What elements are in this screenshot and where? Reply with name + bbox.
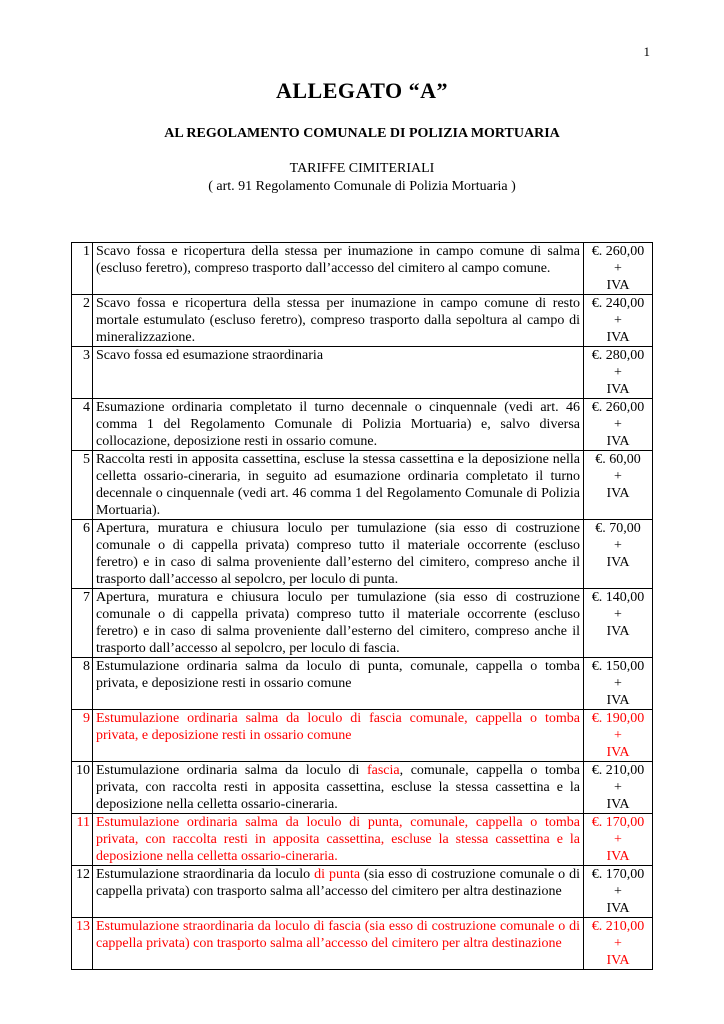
table-row-highlighted xyxy=(72,710,653,762)
row-price xyxy=(584,451,653,520)
price-amount: €. 210,00 xyxy=(591,919,645,934)
price-plus: + xyxy=(614,261,622,276)
price-plus: + xyxy=(614,469,622,484)
row-description: Estumulazione ordinaria salma da loculo di punta, comunale, cappella o tomba privata, e deposizione resti in ossario comune xyxy=(93,658,584,710)
row-description: Scavo fossa e ricopertura della stessa per inumazione in campo comune di salma (escluso feretro), compreso trasporto dall’accesso del cimitero al campo comune. xyxy=(93,243,584,295)
row-description: Estumulazione ordinaria salma da loculo di fascia comunale, cappella o tomba privata, e deposizione resti in ossario comune xyxy=(93,710,584,762)
row-number: 6 xyxy=(72,520,93,589)
document-title: ALLEGATO “A” xyxy=(275,78,449,103)
row-number: 3 xyxy=(72,347,93,399)
price-vat: IVA xyxy=(606,953,630,968)
row-price xyxy=(584,399,653,451)
price-amount: €. 190,00 xyxy=(591,711,645,726)
row-price xyxy=(584,918,653,970)
row-description xyxy=(93,866,584,918)
table-row-highlighted xyxy=(72,814,653,866)
price-plus: + xyxy=(614,538,622,553)
table-row xyxy=(72,295,653,347)
row-description: Scavo fossa e ricopertura della stessa per inumazione in campo comune di resto mortale estumulato (escluso feretro), compreso trasporto dalla sepoltura al campo di mineralizzazione. xyxy=(93,295,584,347)
price-vat: IVA xyxy=(606,693,630,708)
price-vat: IVA xyxy=(606,382,630,397)
row-number: 12 xyxy=(72,866,93,918)
price-amount: €. 240,00 xyxy=(591,296,645,311)
price-vat: IVA xyxy=(606,901,630,916)
description-text: Estumulazione straordinaria da loculo xyxy=(96,867,315,882)
row-description: Raccolta resti in apposita cassettina, escluse la stessa cassettina e la deposizione nella celletta ossario-cineraria, in seguito ad esumazione ordinaria completato il turno decennale o cinquennale (vedi art. 46 comma 1 del Regolamento Comunale di Polizia Mortuaria). xyxy=(93,451,584,520)
page-number: 1 xyxy=(643,44,650,59)
price-plus: + xyxy=(614,728,622,743)
table-row xyxy=(72,451,653,520)
row-description: Apertura, muratura e chiusura loculo per tumulazione (sia esso di costruzione comunale o di cappella privata) compreso tutto il materiale occorrente (escluso feretro) e in caso di salma proveniente dall’esterno del cimitero, compreso anche il trasporto dall’accesso al sepolcro, per loculo di punta. xyxy=(93,520,584,589)
row-description: Estumulazione straordinaria da loculo di fascia (sia esso di costruzione comunale o di cappella privata) con trasporto salma all’accesso del cimitero per altra destinazione xyxy=(93,918,584,970)
table-row xyxy=(72,347,653,399)
table-row xyxy=(72,762,653,814)
row-number: 4 xyxy=(72,399,93,451)
table-row xyxy=(72,658,653,710)
description-highlight: fascia xyxy=(366,763,400,778)
table-row xyxy=(72,589,653,658)
row-number: 5 xyxy=(72,451,93,520)
price-plus: + xyxy=(614,365,622,380)
row-price xyxy=(584,520,653,589)
row-number: 9 xyxy=(72,710,93,762)
price-plus: + xyxy=(614,832,622,847)
price-vat: IVA xyxy=(606,745,630,760)
price-vat: IVA xyxy=(606,849,630,864)
price-amount: €. 280,00 xyxy=(591,348,645,363)
table-row xyxy=(72,866,653,918)
description-text: Estumulazione ordinaria salma da loculo di xyxy=(96,763,367,778)
price-vat: IVA xyxy=(606,330,630,345)
price-plus: + xyxy=(614,313,622,328)
price-plus: + xyxy=(614,936,622,951)
row-price xyxy=(584,710,653,762)
description-highlight: di punta xyxy=(314,867,361,882)
price-amount: €. 140,00 xyxy=(591,590,645,605)
price-amount: €. 70,00 xyxy=(595,521,641,536)
row-description: Apertura, muratura e chiusura loculo per tumulazione (sia esso di costruzione comunale o di cappella privata) compreso tutto il materiale occorrente (escluso feretro) e in caso di salma proveniente dall’esterno del cimitero, compreso anche il trasporto dall’accesso al sepolcro, per loculo di fascia. xyxy=(93,589,584,658)
tariff-title: TARIFFE CIMITERIALI xyxy=(289,161,435,176)
tariff-table xyxy=(71,242,653,970)
price-amount: €. 210,00 xyxy=(591,763,645,778)
row-price xyxy=(584,762,653,814)
price-plus: + xyxy=(614,417,622,432)
row-description: Estumulazione ordinaria salma da loculo di punta, comunale, cappella o tomba privata, con raccolta resti in apposita cassettina, escluse la stessa cassettina e la deposizione nella celletta ossario-cineraria. xyxy=(93,814,584,866)
row-number: 13 xyxy=(72,918,93,970)
table-row xyxy=(72,399,653,451)
price-amount: €. 170,00 xyxy=(591,867,645,882)
row-description xyxy=(93,762,584,814)
tariff-reference: ( art. 91 Regolamento Comunale di Polizia Mortuaria ) xyxy=(208,179,516,194)
row-price xyxy=(584,347,653,399)
price-plus: + xyxy=(614,884,622,899)
description-text: (sia esso di costruzione comunale o di cappella privata) con trasporto salma all’accesso del cimitero per altra destinazione xyxy=(96,867,581,899)
document-subtitle: AL REGOLAMENTO COMUNALE DI POLIZIA MORTUARIA xyxy=(164,126,560,141)
tariff-heading xyxy=(0,160,724,196)
row-description: Esumazione ordinaria completato il turno decennale o cinquennale (vedi art. 46 comma 1 del Regolamento Comunale di Polizia Mortuaria) e, salvo diversa collocazione, deposizione resti in ossario comune. xyxy=(93,399,584,451)
row-number: 1 xyxy=(72,243,93,295)
row-number: 8 xyxy=(72,658,93,710)
row-price xyxy=(584,243,653,295)
table-row-highlighted xyxy=(72,918,653,970)
description-text: , comunale, cappella o tomba privata, con raccolta resti in apposita cassettina, escluse la stessa cassettina e la deposizione nella celletta ossario-cineraria. xyxy=(96,763,580,812)
price-amount: €. 60,00 xyxy=(595,452,641,467)
price-amount: €. 260,00 xyxy=(591,244,645,259)
price-amount: €. 170,00 xyxy=(591,815,645,830)
table-row xyxy=(72,520,653,589)
price-vat: IVA xyxy=(606,486,630,501)
row-description: Scavo fossa ed esumazione straordinaria xyxy=(93,347,584,399)
table-row xyxy=(72,243,653,295)
price-vat: IVA xyxy=(606,434,630,449)
row-number: 10 xyxy=(72,762,93,814)
row-number: 7 xyxy=(72,589,93,658)
price-vat: IVA xyxy=(606,624,630,639)
price-vat: IVA xyxy=(606,555,630,570)
row-price xyxy=(584,866,653,918)
price-vat: IVA xyxy=(606,278,630,293)
price-plus: + xyxy=(614,607,622,622)
price-plus: + xyxy=(614,676,622,691)
price-amount: €. 260,00 xyxy=(591,400,645,415)
row-price xyxy=(584,295,653,347)
row-price xyxy=(584,589,653,658)
row-price xyxy=(584,814,653,866)
row-number: 2 xyxy=(72,295,93,347)
row-price xyxy=(584,658,653,710)
price-vat: IVA xyxy=(606,797,630,812)
price-plus: + xyxy=(614,780,622,795)
price-amount: €. 150,00 xyxy=(591,659,645,674)
row-number: 11 xyxy=(72,814,93,866)
